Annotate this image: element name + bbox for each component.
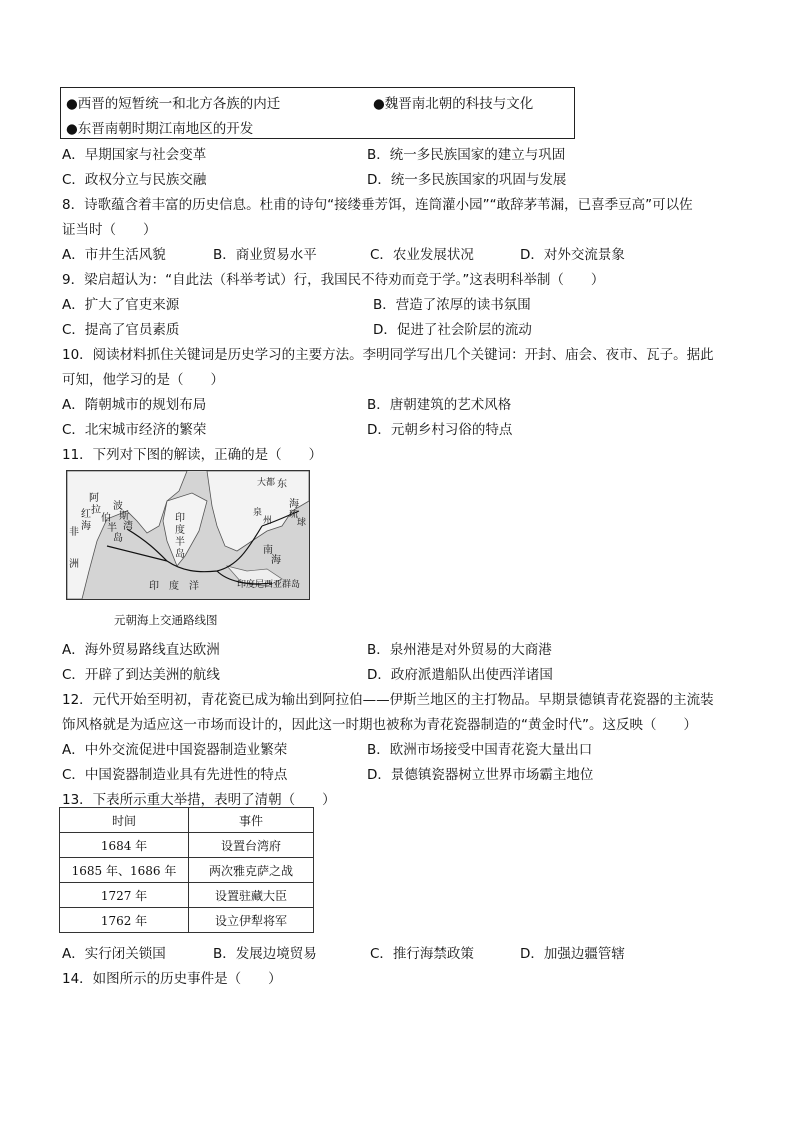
topic-item: ●东晋南朝时期江南地区的开发 <box>66 121 254 137</box>
topic-item-text: 西晋的短暂统一和北方各族的内迁 <box>77 96 281 112</box>
option-b[interactable]: B．欧洲市场接受中国青花瓷大量出口 <box>367 742 593 758</box>
map-label: 伯 <box>101 513 111 524</box>
table-cell-time: 1685 年、1686 年 <box>60 858 189 883</box>
option-a[interactable]: A．中外交流促进中国瓷器制造业繁荣 <box>62 742 288 758</box>
option-a[interactable]: A．海外贸易路线直达欧洲 <box>62 642 220 658</box>
map-label: 海 <box>271 555 281 566</box>
map-label: 海 <box>289 499 299 510</box>
table-header-time: 时间 <box>60 808 189 833</box>
option-b[interactable]: B．商业贸易水平 <box>213 247 317 263</box>
question-stem: 证当时（ ） <box>62 222 157 238</box>
table-cell-time: 1727 年 <box>60 883 189 908</box>
option-c[interactable]: C．提高了官员素质 <box>62 322 180 338</box>
option-d[interactable]: D．元朝乡村习俗的特点 <box>367 422 513 438</box>
table-row <box>60 858 314 883</box>
map-label: 非 <box>69 527 79 538</box>
option-c[interactable]: C．中国瓷器制造业具有先进性的特点 <box>62 767 288 783</box>
question-stem: 11．下列对下图的解读，正确的是（ ） <box>62 447 323 463</box>
table-row <box>60 908 314 933</box>
option-c[interactable]: C．推行海禁政策 <box>370 946 474 962</box>
map-label: 琉 <box>289 510 299 520</box>
question-stem: 9．梁启超认为：“自此法（科举考试）行，我国民不待劝而竞于学。”这表明科举制（ ） <box>62 272 605 288</box>
option-a[interactable]: A．早期国家与社会变革 <box>62 147 207 163</box>
map-label: 半 <box>107 523 117 534</box>
map-label: 印 <box>175 513 185 524</box>
table-row <box>60 883 314 908</box>
map-label: 岛 <box>113 533 123 544</box>
map-label: 波 <box>113 501 123 512</box>
map-label: 湾 <box>123 521 133 532</box>
event-table <box>59 807 314 933</box>
option-a[interactable]: A．市井生活风貌 <box>62 247 166 263</box>
table-cell-event: 设置驻藏大臣 <box>189 883 314 908</box>
table-cell-time: 1762 年 <box>60 908 189 933</box>
map-label: 大都 <box>257 478 276 488</box>
option-d[interactable]: D．政府派遣船队出使西洋诸国 <box>367 667 553 683</box>
map-label: 印度尼西亚群岛 <box>237 580 301 590</box>
option-c[interactable]: C．农业发展状况 <box>370 247 474 263</box>
option-c[interactable]: C．开辟了到达美洲的航线 <box>62 667 220 683</box>
map-label: 南 <box>263 545 273 556</box>
option-b[interactable]: B．统一多民族国家的建立与巩固 <box>367 147 566 163</box>
option-a[interactable]: A．隋朝城市的规划布局 <box>62 397 207 413</box>
map-label: 东 <box>277 479 287 490</box>
option-c[interactable]: C．政权分立与民族交融 <box>62 172 207 188</box>
table-header-event: 事件 <box>189 808 314 833</box>
question-stem: 14．如图所示的历史事件是（ ） <box>62 971 282 987</box>
map-label: 斯 <box>119 511 129 522</box>
question-stem: 10．阅读材料抓住关键词是历史学习的主要方法。李明同学写出几个关键词：开封、庙会、夜市、瓦子。据此 <box>62 347 714 363</box>
table-cell-event: 设置台湾府 <box>189 833 314 858</box>
question-stem: 12．元代开始至明初，青花瓷已成为输出到阿拉伯——伊斯兰地区的主打物品。早期景德镇青花瓷器的主流装 <box>62 692 714 708</box>
option-d[interactable]: D．加强边疆管辖 <box>520 946 625 962</box>
option-b[interactable]: B．唐朝建筑的艺术风格 <box>367 397 512 413</box>
topic-item-text: 魏晋南北朝的科技与文化 <box>384 96 534 112</box>
option-b[interactable]: B．营造了浓厚的读书氛围 <box>373 297 531 313</box>
map-label: 球 <box>297 518 307 528</box>
option-b[interactable]: B．发展边境贸易 <box>213 946 317 962</box>
table-row <box>60 833 314 858</box>
map-label: 度 <box>175 525 185 536</box>
table-cell-time: 1684 年 <box>60 833 189 858</box>
option-c[interactable]: C．北宋城市经济的繁荣 <box>62 422 207 438</box>
topic-item: ●魏晋南北朝的科技与文化 <box>373 96 534 112</box>
question-stem: 饰风格就是为适应这一市场而设计的，因此这一时期也被称为青花瓷器制造的“黄金时代”。这反映（ ） <box>62 717 697 733</box>
option-d[interactable]: D．对外交流景象 <box>520 247 625 263</box>
map-label: 印 度 洋 <box>149 581 199 592</box>
option-a[interactable]: A．扩大了官吏来源 <box>62 297 180 313</box>
topic-item: ●西晋的短暂统一和北方各族的内迁 <box>66 96 281 112</box>
map-label: 红 <box>81 509 91 520</box>
table-cell-event: 两次雅克萨之战 <box>189 858 314 883</box>
question-stem: 可知，他学习的是（ ） <box>62 372 224 388</box>
option-d[interactable]: D．景德镇瓷器树立世界市场霸主地位 <box>367 767 594 783</box>
map-caption: 元朝海上交通路线图 <box>114 613 218 627</box>
option-d[interactable]: D．统一多民族国家的巩固与发展 <box>367 172 567 188</box>
map-label: 泉 <box>253 508 263 518</box>
map-label: 岛 <box>175 549 185 560</box>
option-a[interactable]: A．实行闭关锁国 <box>62 946 166 962</box>
map-label: 州 <box>263 516 273 526</box>
map-label: 半 <box>175 537 185 548</box>
sea-route-map <box>66 470 310 600</box>
table-cell-event: 设立伊犁将军 <box>189 908 314 933</box>
topic-item-text: 东晋南朝时期江南地区的开发 <box>77 121 254 137</box>
question-stem: 8．诗歌蕴含着丰富的历史信息。杜甫的诗句“接缕垂芳饵，连筒灌小园”“敢辞茅苇漏，已喜季豆高”可以佐 <box>62 197 693 213</box>
map-label: 洲 <box>69 559 79 570</box>
table-header-row <box>60 808 314 833</box>
map-label: 海 <box>81 521 91 532</box>
map-label: 阿 <box>89 493 99 504</box>
option-b[interactable]: B．泉州港是对外贸易的大商港 <box>367 642 552 658</box>
option-d[interactable]: D．促进了社会阶层的流动 <box>373 322 532 338</box>
map-label: 拉 <box>91 505 101 516</box>
question-stem: 13．下表所示重大举措，表明了清朝（ ） <box>62 792 336 808</box>
